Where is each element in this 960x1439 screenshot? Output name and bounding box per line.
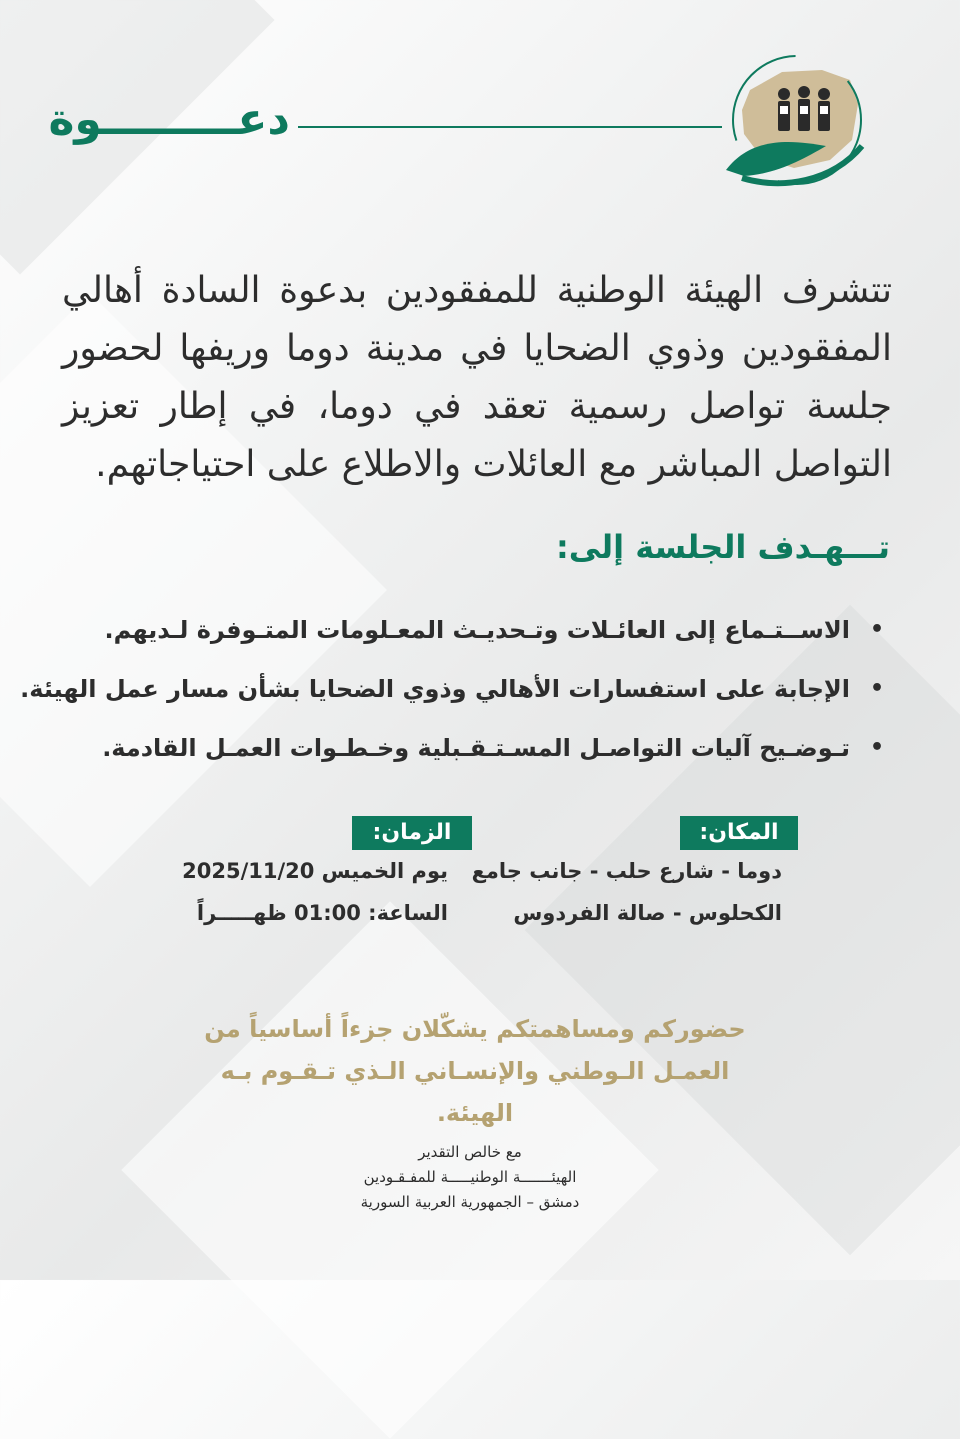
- goals-list: [20, 602, 890, 779]
- bullet-icon: •: [869, 676, 884, 701]
- bullet-icon: •: [869, 735, 884, 760]
- place-label: المكان:: [680, 816, 798, 850]
- closing-line: العمـل الـوطني والإنسـاني الـذي تـقـوم بـه الهيئة.: [220, 1057, 730, 1127]
- goal-text: الاســتـماع إلى العائـلات وتـحديـث المعـلومات المتـوفرة لـديهم.: [104, 616, 850, 644]
- goal-item: [102, 720, 890, 779]
- signature-greeting: مع خالص التقدير: [418, 1143, 522, 1161]
- goal-text: تـوضـيح آليات التواصـل المسـتـقـبلية وخـطـوات العمـل القادمة.: [102, 734, 850, 762]
- organization-logo: [722, 50, 872, 190]
- signature-block: [300, 1140, 640, 1215]
- title-divider: [298, 126, 722, 128]
- goal-text: الإجابة على استفسارات الأهالي وذوي الضحايا بشأن مسار عمل الهيئة.: [20, 675, 850, 703]
- goals-heading: تـــهـدف الجلسة إلى:: [555, 528, 890, 566]
- place-line: دوما - شارع حلب - جانب جامع: [471, 859, 782, 883]
- time-label: الزمان:: [352, 816, 472, 850]
- date-line: يوم الخميس 2025/11/20: [182, 859, 448, 883]
- invitation-title: دعـــــــــوة: [48, 94, 290, 145]
- place-details: [471, 850, 782, 934]
- place-line: الكحلوس - صالة الفردوس: [513, 901, 782, 925]
- closing-line: حضوركم ومساهمتكم يشكّلان جزءاً أساسياً من: [204, 1015, 746, 1043]
- goal-item: [104, 602, 890, 661]
- bullet-icon: •: [869, 617, 884, 642]
- hour-line: الساعة: 01:00 ظهـــــراً: [196, 901, 448, 925]
- goal-item: [20, 661, 890, 720]
- intro-paragraph: تتشرف الهيئة الوطنية للمفقودين بدعوة السادة أهالي المفقودين وذوي الضحايا في مدينة دوما وريفها لحضور جلسة تواصل رسمية تعقد في دوما، في إطار تعزيز التواصل المباشر مع العائلات والاطلاع على احتياجاتهم.: [62, 270, 892, 485]
- closing-message: [180, 1008, 770, 1134]
- signature-organization: الهيئـــــــة الوطنيـــــة للمفـقـودين: [363, 1168, 577, 1186]
- time-details: [182, 850, 448, 934]
- signature-location: دمشق – الجمهورية العربية السورية: [360, 1193, 580, 1211]
